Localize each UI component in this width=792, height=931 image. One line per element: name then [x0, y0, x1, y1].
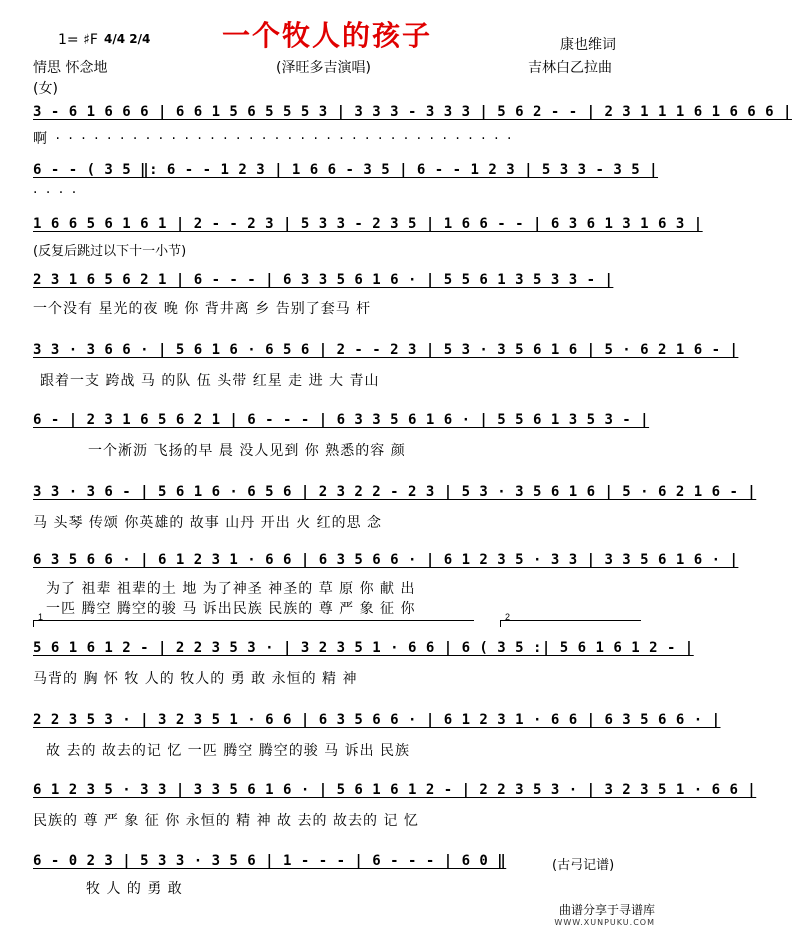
lyric-row-6: 一个淅沥 飞扬的早 晨 没人见到 你 熟悉的容 颜	[88, 443, 406, 459]
volta-bracket-1: 1	[33, 620, 474, 627]
score-row-9: 5 6 1 6 1 2 - | 2 2 3 5 3 · | 3 2 3 5 1 · 6 6 | 6 ( 3 5 :| 5 6 1 6 1 2 - |	[33, 640, 694, 656]
score-row-5: 3 3 · 3 6 6 · | 5 6 1 6 · 6 5 6 | 2 - - 2 3 | 5 3 · 3 5 6 1 6 | 5 · 6 2 1 6 - |	[33, 342, 739, 358]
score-row-6: 6 - | 2 3 1 6 5 6 2 1 | 6 - - - | 6 3 3 5 6 1 6 · | 5 5 6 1 3 5 3 - |	[33, 412, 650, 428]
score-row-1: 3 - 6 1 6 6 6 | 6 6 1 5 6 5 5 5 3 | 3 3 3 - 3 3 3 | 5 6 2 - - | 2 3 1 1 1 6 1 6 6 6 |	[33, 104, 792, 120]
volta-bracket-2: 2	[500, 620, 641, 627]
lyric-row-4: 一个没有 星光的夜 晚 你 背井离 乡 告别了套马 杆	[33, 301, 372, 317]
lyricist-credit: 康也维词	[560, 37, 616, 53]
site-watermark	[554, 901, 655, 927]
lyric-row-2: · · · ·	[33, 185, 79, 201]
lyric-row-1: 啊 · · · · · · · · · · · · · · · · · · · · · · · · · · · · · · · · · · · ·	[33, 131, 514, 147]
lyric-row-8b: 一匹 腾空 腾空的骏 马 诉出民族 民族的 尊 严 象 征 你	[46, 601, 416, 617]
score-row-7: 3 3 · 3 6 - | 5 6 1 6 · 6 5 6 | 2 3 2 2 - 2 3 | 5 3 · 3 5 6 1 6 | 5 · 6 2 1 6 - |	[33, 484, 757, 500]
score-row-2: 6 - - ( 3 5 ‖: 6 - - 1 2 3 | 1 6 6 - 3 5 | 6 - - 1 2 3 | 5 3 3 - 3 5 |	[33, 162, 659, 178]
lyric-row-10: 故 去的 故去的记 忆 一匹 腾空 腾空的骏 马 诉出 民族	[46, 743, 411, 759]
lyric-row-12: 牧 人 的 勇 敢	[86, 881, 183, 897]
singer-note: (泽旺多吉演唱)	[276, 60, 371, 76]
voice-label: (女)	[33, 81, 58, 97]
score-row-11: 6 1 2 3 5 · 3 3 | 3 3 5 6 1 6 · | 5 6 1 6 1 2 - | 2 2 3 5 3 · | 3 2 3 5 1 · 6 6 |	[33, 782, 757, 798]
watermark-url: WWW.XUNPUKU.COM	[554, 918, 655, 927]
watermark-credit: 曲谱分享于寻谱库	[558, 903, 655, 917]
score-row-8: 6 3 5 6 6 · | 6 1 2 3 1 · 6 6 | 6 3 5 6 6 · | 6 1 2 3 5 · 3 3 | 3 3 5 6 1 6 · |	[33, 552, 739, 568]
time-signature: 4/4 2/4	[104, 32, 151, 46]
notation-note: (古弓记谱)	[552, 858, 615, 873]
lyric-row-11: 民族的 尊 严 象 征 你 永恒的 精 神 故 去的 故去的 记 忆	[33, 813, 419, 829]
song-title: 一个牧人的孩子	[222, 19, 433, 52]
score-row-10: 2 2 3 5 3 · | 3 2 3 5 1 · 6 6 | 6 3 5 6 6 · | 6 1 2 3 1 · 6 6 | 6 3 5 6 6 · |	[33, 712, 721, 728]
score-row-4: 2 3 1 6 5 6 2 1 | 6 - - - | 6 3 3 5 6 1 6 · | 5 5 6 1 3 5 3 3 - |	[33, 272, 614, 288]
score-row-3: 1 6 6 5 6 1 6 1 | 2 - - 2 3 | 5 3 3 - 2 3 5 | 1 6 6 - - | 6 3 6 1 3 1 6 3 |	[33, 216, 703, 232]
score-row-12: 6 - 0 2 3 | 5 3 3 · 3 5 6 | 1 - - - | 6 - - - | 6 0 ‖	[33, 853, 507, 869]
lyric-row-8a: 为了 祖辈 祖辈的土 地 为了神圣 神圣的 草 原 你 献 出	[46, 581, 416, 597]
tempo-mark: 情思 怀念地	[33, 60, 108, 76]
lyric-row-7: 马 头琴 传颂 你英雄的 故事 山丹 开出 火 红的思 念	[33, 515, 383, 531]
lyric-row-5: 跟着一支 跨战 马 的队 伍 头带 红星 走 进 大 青山	[40, 373, 380, 389]
composer-credit: 吉林白乙拉曲	[528, 60, 612, 76]
lyric-row-9: 马背的 胸 怀 牧 人的 牧人的 勇 敢 永恒的 精 神	[33, 671, 358, 687]
key-signature: 1= ♯F	[58, 32, 98, 48]
repeat-instruction: (反复后跳过以下十一小节)	[33, 244, 187, 259]
